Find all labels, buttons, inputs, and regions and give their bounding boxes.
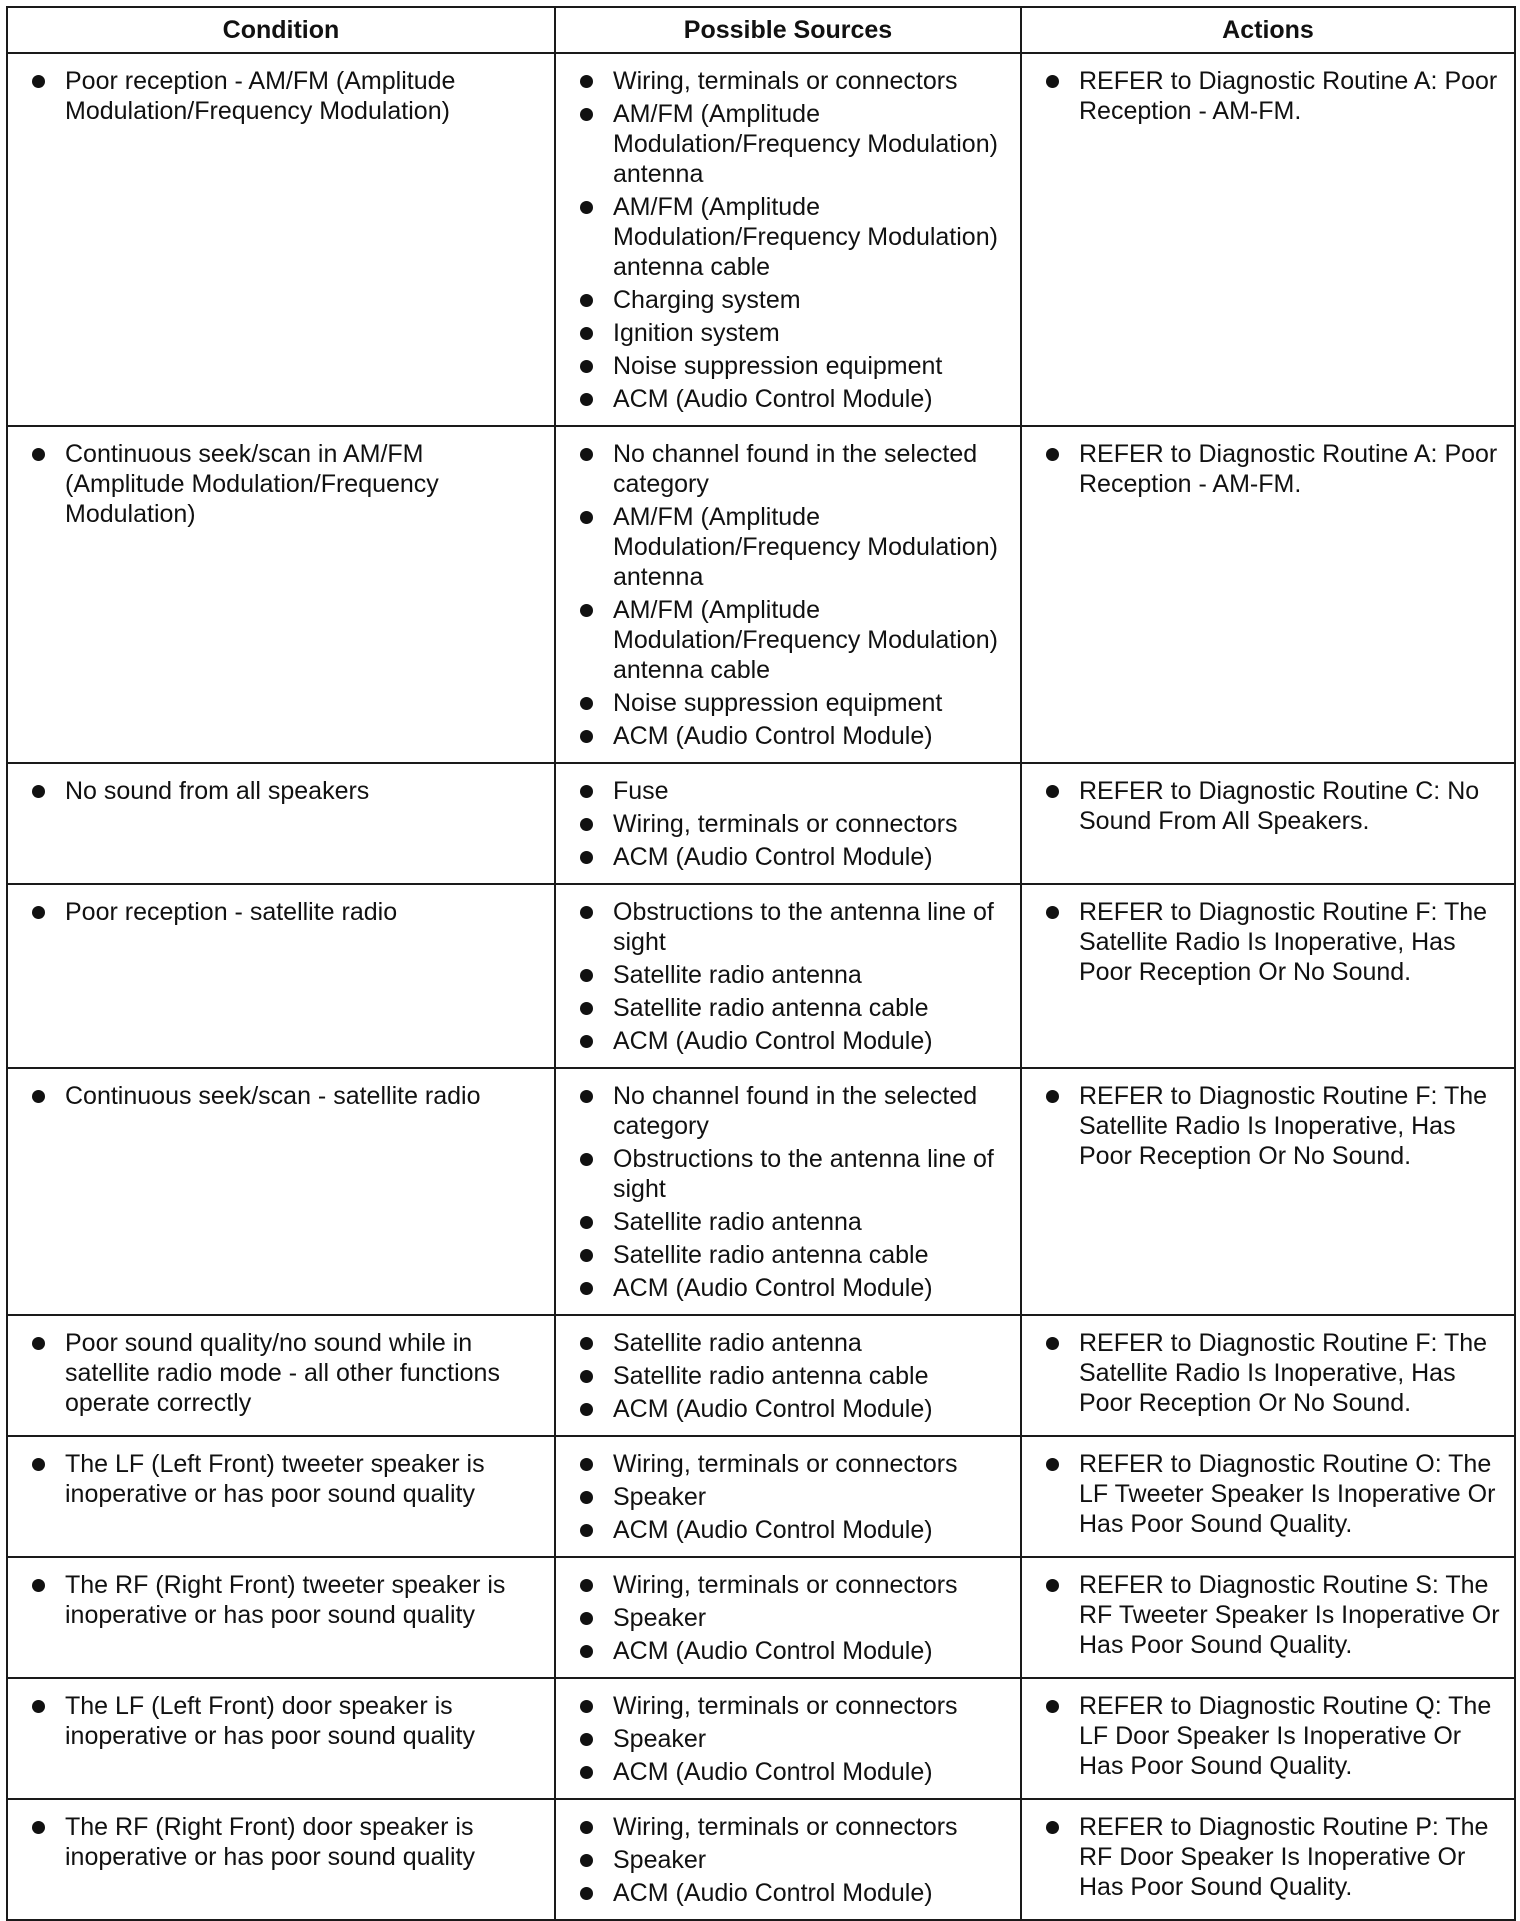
action-item-text: REFER to Diagnostic Routine A: Poor Reception - AM-FM. (1079, 440, 1498, 498)
source-item (576, 1515, 1010, 1545)
condition-item-text: The RF (Right Front) tweeter speaker is inoperative or has poor sound quality (65, 1571, 506, 1629)
source-item (576, 66, 1010, 96)
actions-cell (1021, 1068, 1515, 1315)
bullet-icon (1046, 1337, 1059, 1350)
action-item (1042, 897, 1504, 987)
bullet-icon (580, 1370, 593, 1383)
condition-cell (7, 1557, 555, 1678)
table-header-row (7, 7, 1515, 53)
source-item-text: Wiring, terminals or connectors (613, 1571, 958, 1599)
source-item (576, 439, 1010, 499)
source-item-text: ACM (Audio Control Module) (613, 843, 933, 871)
bullet-icon (1046, 906, 1059, 919)
sources-cell (555, 884, 1021, 1068)
source-item-text: Wiring, terminals or connectors (613, 67, 958, 95)
bullet-icon (1046, 448, 1059, 461)
source-item (576, 1878, 1010, 1908)
source-item-text: AM/FM (Amplitude Modulation/Frequency Modulation) antenna (613, 100, 998, 188)
bullet-icon (580, 1854, 593, 1867)
bullet-icon (580, 1733, 593, 1746)
bullet-icon (32, 1458, 45, 1471)
sources-list (576, 1812, 1010, 1908)
bullet-icon (32, 1337, 45, 1350)
table-row (7, 1315, 1515, 1436)
source-item (576, 1240, 1010, 1270)
actions-list (1042, 1691, 1504, 1781)
action-item-text: REFER to Diagnostic Routine F: The Satellite Radio Is Inoperative, Has Poor Reception Or No Sound. (1079, 1082, 1488, 1170)
actions-cell (1021, 53, 1515, 426)
sources-cell (555, 1068, 1021, 1315)
condition-item (28, 1449, 544, 1509)
condition-list (28, 1081, 544, 1111)
sources-cell (555, 1678, 1021, 1799)
condition-item-text: Continuous seek/scan in AM/FM (Amplitude Modulation/Frequency Modulation) (65, 440, 439, 528)
source-item (576, 809, 1010, 839)
sources-list (576, 1691, 1010, 1787)
source-item (576, 897, 1010, 957)
action-item-text: REFER to Diagnostic Routine S: The RF Tweeter Speaker Is Inoperative Or Has Poor Sound Quality. (1079, 1571, 1500, 1659)
source-item (576, 1328, 1010, 1358)
actions-list (1042, 1081, 1504, 1171)
source-item (576, 1603, 1010, 1633)
bullet-icon (580, 1612, 593, 1625)
bullet-icon (580, 1700, 593, 1713)
condition-list (28, 1812, 544, 1872)
actions-list (1042, 1812, 1504, 1902)
sources-list (576, 897, 1010, 1056)
source-item-text: Fuse (613, 777, 669, 805)
source-item-text: ACM (Audio Control Module) (613, 385, 933, 413)
source-item (576, 595, 1010, 685)
condition-item-text: Poor sound quality/no sound while in satellite radio mode - all other functions operate correctly (65, 1329, 500, 1417)
condition-item (28, 66, 544, 126)
bullet-icon (1046, 1821, 1059, 1834)
sources-cell (555, 1436, 1021, 1557)
bullet-icon (32, 1579, 45, 1592)
table-row (7, 53, 1515, 426)
source-item-text: No channel found in the selected category (613, 1082, 978, 1140)
condition-list (28, 776, 544, 806)
sources-cell (555, 1557, 1021, 1678)
symptom-chart-table (6, 6, 1516, 1921)
bullet-icon (580, 969, 593, 982)
bullet-icon (580, 327, 593, 340)
condition-item-text: The RF (Right Front) door speaker is inoperative or has poor sound quality (65, 1813, 475, 1871)
condition-item-text: The LF (Left Front) tweeter speaker is inoperative or has poor sound quality (65, 1450, 485, 1508)
action-item-text: REFER to Diagnostic Routine A: Poor Reception - AM-FM. (1079, 67, 1498, 125)
condition-item (28, 1570, 544, 1630)
sources-list (576, 1081, 1010, 1303)
condition-cell (7, 1436, 555, 1557)
source-item (576, 318, 1010, 348)
bullet-icon (580, 730, 593, 743)
source-item (576, 1757, 1010, 1787)
source-item-text: No channel found in the selected category (613, 440, 978, 498)
bullet-icon (580, 1645, 593, 1658)
bullet-icon (32, 1090, 45, 1103)
header-actions: Actions (1021, 7, 1515, 53)
table-row (7, 1799, 1515, 1920)
sources-cell (555, 1799, 1021, 1920)
bullet-icon (1046, 785, 1059, 798)
sources-cell (555, 763, 1021, 884)
condition-item (28, 1812, 544, 1872)
source-item-text: Speaker (613, 1846, 707, 1874)
bullet-icon (580, 1458, 593, 1471)
bullet-icon (1046, 1458, 1059, 1471)
source-item-text: Speaker (613, 1483, 707, 1511)
source-item-text: Wiring, terminals or connectors (613, 810, 958, 838)
source-item (576, 192, 1010, 282)
source-item-text: Ignition system (613, 319, 780, 347)
condition-item (28, 1081, 544, 1111)
source-item (576, 1144, 1010, 1204)
bullet-icon (580, 1153, 593, 1166)
condition-cell (7, 426, 555, 763)
source-item-text: ACM (Audio Control Module) (613, 1516, 933, 1544)
bullet-icon (32, 1821, 45, 1834)
action-item (1042, 776, 1504, 836)
bullet-icon (580, 785, 593, 798)
source-item (576, 993, 1010, 1023)
source-item (576, 1570, 1010, 1600)
actions-cell (1021, 1799, 1515, 1920)
bullet-icon (32, 75, 45, 88)
diagnostic-table-container (6, 6, 1514, 1921)
source-item-text: AM/FM (Amplitude Modulation/Frequency Modulation) antenna (613, 503, 998, 591)
condition-cell (7, 1315, 555, 1436)
actions-list (1042, 897, 1504, 987)
bullet-icon (580, 201, 593, 214)
bullet-icon (580, 1491, 593, 1504)
source-item-text: Wiring, terminals or connectors (613, 1692, 958, 1720)
bullet-icon (580, 1524, 593, 1537)
action-item-text: REFER to Diagnostic Routine P: The RF Door Speaker Is Inoperative Or Has Poor Sound Quality. (1079, 1813, 1489, 1901)
actions-list (1042, 776, 1504, 836)
condition-item (28, 897, 544, 927)
bullet-icon (580, 1090, 593, 1103)
actions-cell (1021, 1678, 1515, 1799)
bullet-icon (580, 1216, 593, 1229)
condition-item (28, 439, 544, 529)
condition-list (28, 439, 544, 529)
source-item (576, 1812, 1010, 1842)
actions-list (1042, 1570, 1504, 1660)
source-item-text: Satellite radio antenna cable (613, 1241, 929, 1269)
source-item (576, 688, 1010, 718)
table-row (7, 1436, 1515, 1557)
condition-item (28, 1691, 544, 1751)
actions-cell (1021, 1557, 1515, 1678)
condition-list (28, 1449, 544, 1509)
source-item-text: Charging system (613, 286, 801, 314)
source-item-text: ACM (Audio Control Module) (613, 1879, 933, 1907)
bullet-icon (580, 1766, 593, 1779)
source-item (576, 1361, 1010, 1391)
action-item (1042, 66, 1504, 126)
actions-cell (1021, 763, 1515, 884)
source-item-text: Obstructions to the antenna line of sight (613, 1145, 994, 1203)
actions-cell (1021, 1315, 1515, 1436)
bullet-icon (580, 851, 593, 864)
condition-list (28, 897, 544, 927)
bullet-icon (32, 448, 45, 461)
source-item-text: ACM (Audio Control Module) (613, 722, 933, 750)
condition-cell (7, 1799, 555, 1920)
condition-list (28, 1328, 544, 1418)
source-item-text: Satellite radio antenna cable (613, 994, 929, 1022)
bullet-icon (580, 906, 593, 919)
source-item-text: Speaker (613, 1725, 707, 1753)
bullet-icon (1046, 1090, 1059, 1103)
source-item (576, 1207, 1010, 1237)
action-item (1042, 1328, 1504, 1418)
bullet-icon (580, 1337, 593, 1350)
action-item-text: REFER to Diagnostic Routine C: No Sound From All Speakers. (1079, 777, 1480, 835)
actions-list (1042, 1449, 1504, 1539)
bullet-icon (1046, 1579, 1059, 1592)
action-item (1042, 1570, 1504, 1660)
source-item-text: ACM (Audio Control Module) (613, 1637, 933, 1665)
condition-list (28, 1570, 544, 1630)
source-item (576, 285, 1010, 315)
source-item-text: Wiring, terminals or connectors (613, 1813, 958, 1841)
source-item (576, 99, 1010, 189)
bullet-icon (580, 393, 593, 406)
table-row (7, 426, 1515, 763)
bullet-icon (580, 511, 593, 524)
bullet-icon (580, 448, 593, 461)
source-item (576, 1691, 1010, 1721)
condition-item-text: Poor reception - satellite radio (65, 898, 398, 926)
sources-list (576, 1570, 1010, 1666)
condition-item (28, 776, 544, 806)
sources-list (576, 439, 1010, 751)
source-item-text: AM/FM (Amplitude Modulation/Frequency Modulation) antenna cable (613, 596, 998, 684)
source-item-text: Speaker (613, 1604, 707, 1632)
actions-list (1042, 66, 1504, 126)
condition-cell (7, 1068, 555, 1315)
bullet-icon (580, 108, 593, 121)
bullet-icon (32, 1700, 45, 1713)
action-item (1042, 439, 1504, 499)
action-item (1042, 1691, 1504, 1781)
bullet-icon (580, 1887, 593, 1900)
bullet-icon (580, 1403, 593, 1416)
source-item-text: ACM (Audio Control Module) (613, 1395, 933, 1423)
sources-list (576, 776, 1010, 872)
sources-cell (555, 53, 1021, 426)
source-item (576, 1273, 1010, 1303)
bullet-icon (580, 75, 593, 88)
bullet-icon (580, 818, 593, 831)
actions-cell (1021, 884, 1515, 1068)
bullet-icon (580, 697, 593, 710)
bullet-icon (580, 1035, 593, 1048)
source-item (576, 351, 1010, 381)
table-row (7, 1557, 1515, 1678)
bullet-icon (580, 360, 593, 373)
source-item-text: Satellite radio antenna (613, 961, 862, 989)
action-item-text: REFER to Diagnostic Routine F: The Satellite Radio Is Inoperative, Has Poor Reception Or No Sound. (1079, 898, 1488, 986)
actions-cell (1021, 1436, 1515, 1557)
source-item (576, 721, 1010, 751)
bullet-icon (1046, 1700, 1059, 1713)
action-item-text: REFER to Diagnostic Routine O: The LF Tweeter Speaker Is Inoperative Or Has Poor Sound Quality. (1079, 1450, 1496, 1538)
condition-list (28, 66, 544, 126)
source-item (576, 1449, 1010, 1479)
header-condition: Condition (7, 7, 555, 53)
source-item (576, 842, 1010, 872)
source-item-text: ACM (Audio Control Module) (613, 1027, 933, 1055)
bullet-icon (32, 785, 45, 798)
source-item (576, 960, 1010, 990)
condition-cell (7, 763, 555, 884)
condition-list (28, 1691, 544, 1751)
action-item (1042, 1449, 1504, 1539)
source-item (576, 1724, 1010, 1754)
actions-cell (1021, 426, 1515, 763)
condition-cell (7, 884, 555, 1068)
condition-item-text: No sound from all speakers (65, 777, 370, 805)
sources-list (576, 1449, 1010, 1545)
sources-cell (555, 1315, 1021, 1436)
table-row (7, 1678, 1515, 1799)
source-item-text: ACM (Audio Control Module) (613, 1758, 933, 1786)
bullet-icon (580, 1282, 593, 1295)
source-item (576, 1026, 1010, 1056)
source-item-text: Noise suppression equipment (613, 689, 943, 717)
bullet-icon (1046, 75, 1059, 88)
bullet-icon (580, 1249, 593, 1262)
source-item-text: Wiring, terminals or connectors (613, 1450, 958, 1478)
bullet-icon (580, 1002, 593, 1015)
action-item (1042, 1812, 1504, 1902)
sources-list (576, 66, 1010, 414)
sources-cell (555, 426, 1021, 763)
source-item (576, 1081, 1010, 1141)
header-possible-sources: Possible Sources (555, 7, 1021, 53)
source-item-text: Satellite radio antenna (613, 1329, 862, 1357)
condition-item (28, 1328, 544, 1418)
source-item-text: ACM (Audio Control Module) (613, 1274, 933, 1302)
source-item (576, 1394, 1010, 1424)
bullet-icon (580, 1821, 593, 1834)
action-item-text: REFER to Diagnostic Routine F: The Satellite Radio Is Inoperative, Has Poor Reception Or No Sound. (1079, 1329, 1488, 1417)
bullet-icon (580, 604, 593, 617)
condition-item-text: Poor reception - AM/FM (Amplitude Modulation/Frequency Modulation) (65, 67, 456, 125)
source-item (576, 776, 1010, 806)
condition-item-text: The LF (Left Front) door speaker is inoperative or has poor sound quality (65, 1692, 475, 1750)
action-item (1042, 1081, 1504, 1171)
table-row (7, 763, 1515, 884)
source-item-text: Satellite radio antenna cable (613, 1362, 929, 1390)
table-row (7, 1068, 1515, 1315)
bullet-icon (580, 1579, 593, 1592)
condition-cell (7, 1678, 555, 1799)
condition-cell (7, 53, 555, 426)
bullet-icon (580, 294, 593, 307)
condition-item-text: Continuous seek/scan - satellite radio (65, 1082, 481, 1110)
table-row (7, 884, 1515, 1068)
bullet-icon (32, 906, 45, 919)
sources-list (576, 1328, 1010, 1424)
source-item-text: AM/FM (Amplitude Modulation/Frequency Modulation) antenna cable (613, 193, 998, 281)
source-item-text: Noise suppression equipment (613, 352, 943, 380)
source-item-text: Satellite radio antenna (613, 1208, 862, 1236)
source-item (576, 502, 1010, 592)
actions-list (1042, 1328, 1504, 1418)
source-item-text: Obstructions to the antenna line of sight (613, 898, 994, 956)
source-item (576, 1482, 1010, 1512)
source-item (576, 384, 1010, 414)
action-item-text: REFER to Diagnostic Routine Q: The LF Door Speaker Is Inoperative Or Has Poor Sound Quality. (1079, 1692, 1492, 1780)
table-body (7, 53, 1515, 1920)
source-item (576, 1636, 1010, 1666)
actions-list (1042, 439, 1504, 499)
